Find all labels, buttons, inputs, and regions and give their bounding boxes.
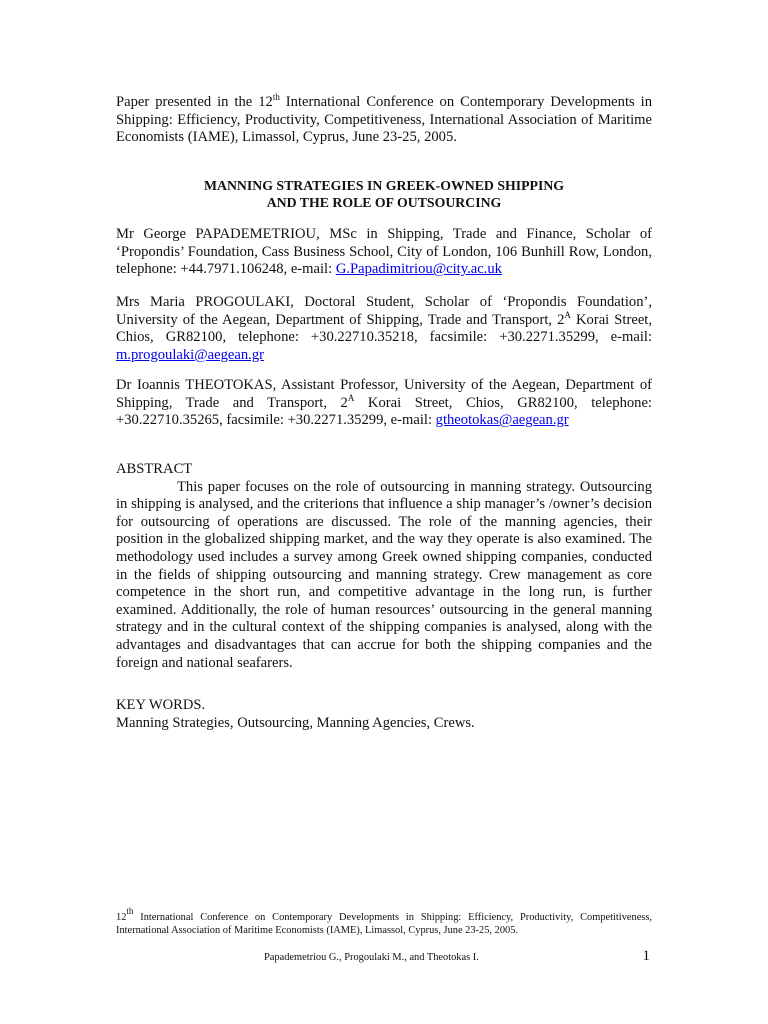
- paper-title-line-1: MANNING STRATEGIES IN GREEK-OWNED SHIPPING: [203, 178, 565, 193]
- author-progoulaki: [116, 294, 652, 364]
- author-papademetriou: [116, 226, 652, 279]
- footer-authors: Papademetriou G., Progoulaki M., and Theotokas I.: [264, 952, 479, 963]
- page-number: 1: [642, 948, 650, 964]
- author-theotokas: [116, 377, 652, 430]
- superscript: th: [126, 906, 134, 916]
- page-footer-note: [116, 906, 652, 937]
- superscript: th: [272, 92, 280, 102]
- keywords-list: Manning Strategies, Outsourcing, Manning Agencies, Crews.: [116, 714, 475, 731]
- conference-note: [116, 94, 652, 147]
- keywords-heading: KEY WORDS.: [116, 697, 206, 713]
- keywords-section: [116, 697, 652, 732]
- paper-title: [116, 177, 652, 211]
- superscript: A: [564, 309, 571, 320]
- abstract-body: This paper focuses on the role of outsourcing in manning strategy. Outsourcing in shipping is analysed, and the criterions that influence a ship manager’s /owner’s decision for outsourcing of operations are discussed. The role of the manning agencies, their position in the globalized shipping market, and the way they operate is also examined. The methodology used includes a survey among Greek owned shipping companies, conducted in the fields of shipping outsourcing and manning strategy. Crew management as core competence in the short run, and competitive advantage in the long run, is further examined. Additionally, the role of human resources’ outsourcing in the general manning strategy and in the cultural context of the shipping companies is analysed, along with the advantages and disadvantages that can accrue for both the shipping companies and the foreign and national seafarers.: [116, 478, 652, 671]
- conference-note-text: Paper presented in the 12: [116, 94, 273, 110]
- conference-note-text-cont: International Conference on Contemporary Developments in Shipping: Efficiency, Productivity, Competitiveness, International Association of Maritime Economists (IAME), Limassol, Cyprus, June 23-25, 2005.: [116, 94, 653, 146]
- footer-text-cont: International Conference on Contemporary Developments in Shipping: Efficiency, Productivity, Competitiveness, International Association of Maritime Economists (IAME), Limassol, Cyprus, June 23-25, 2005.: [116, 912, 652, 936]
- author-affiliation: Mr George PAPADEMETRIOU, MSc in Shipping, Trade and Finance, Scholar of ‘Propondis’ Foundation, Cass Business School, City of London, 106 Bunhill Row, London, telephone: +44.7971.106248, e-mail:: [116, 226, 652, 278]
- paper-title-line-2: AND THE ROLE OF OUTSOURCING: [266, 195, 502, 210]
- abstract-section: [116, 461, 652, 672]
- abstract-heading: ABSTRACT: [116, 461, 193, 477]
- email-link-papadimitriou[interactable]: G.Papadimitriou@city.ac.uk: [335, 261, 502, 278]
- author-affiliation: Dr Ioannis THEOTOKAS, Assistant Professor, University of the Aegean, Department of Shipping, Trade and Transport, 2: [116, 377, 652, 411]
- author-affiliation-cont: Korai Street, Chios, GR82100, telephone: +30.22710.35265, facsimile: +30.2271.35299, e-mail:: [116, 394, 652, 429]
- footer-text: 12: [116, 912, 127, 923]
- superscript: A: [347, 392, 355, 403]
- email-link-theotokas[interactable]: gtheotokas@aegean.gr: [435, 412, 569, 429]
- author-affiliation: Mrs Maria PROGOULAKI, Doctoral Student, Scholar of ‘Propondis Foundation’, University of the Aegean, Department of Shipping, Trade and Transport, 2: [116, 294, 652, 328]
- author-affiliation-cont: Korai Street, Chios, GR82100, telephone: +30.22710.35218, facsimile: +30.2271.35299, e-mail:: [116, 311, 652, 346]
- email-link-progoulaki[interactable]: m.progoulaki@aegean.gr: [116, 346, 264, 363]
